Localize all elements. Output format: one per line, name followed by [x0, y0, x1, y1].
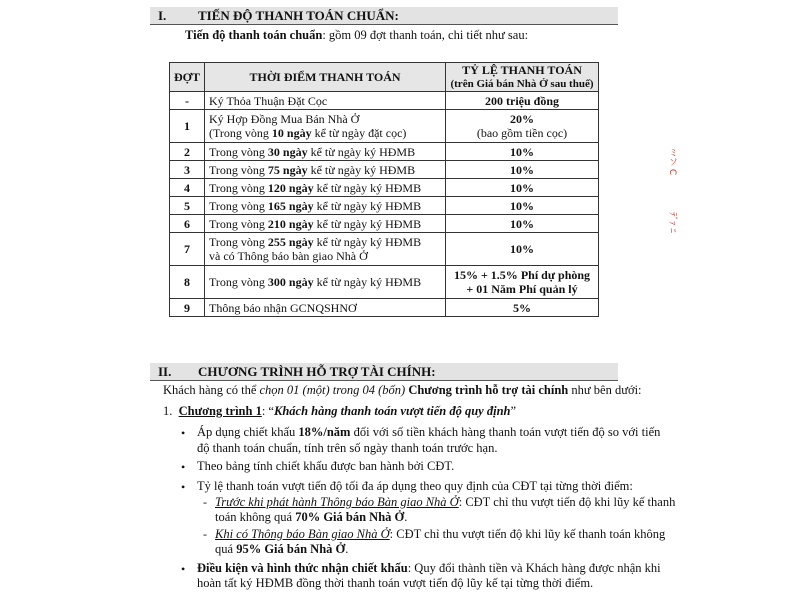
row-time [205, 197, 446, 215]
table-row [170, 92, 599, 110]
row-time-post: kể từ ngày ký HĐMB [313, 198, 422, 213]
program-1-close: ” [510, 404, 517, 418]
finance-intro-bold: Chương trình hỗ trợ tài chính [405, 383, 569, 397]
row-dot: 4 [170, 179, 205, 197]
row-time-post: kể từ ngày ký HĐMB [313, 216, 422, 231]
margin-annotation: ﾃﾞｧ ﾆ [667, 212, 677, 233]
table-row [170, 299, 599, 317]
row-time-bold: 30 ngày [267, 144, 308, 159]
row-dot: 5 [170, 197, 205, 215]
header-rate [446, 63, 599, 92]
section-2-number: II. [158, 364, 172, 379]
row-time-post: kể từ ngày ký HĐMB [307, 144, 416, 159]
row-rate: 200 triệu đồng [446, 92, 599, 110]
row-time-post: kể từ ngày ký HĐMB [313, 180, 422, 195]
section-1-header [150, 7, 618, 25]
dash-marker: - [203, 495, 207, 509]
row-dot: 8 [170, 266, 205, 299]
text-italic: Trước khi phát hành Thông báo Bàn giao Nhà Ở [215, 495, 459, 509]
row-time [205, 266, 446, 299]
row-time-pre: Trong vòng [209, 198, 268, 213]
row-time-post: kể từ ngày ký HĐMB [313, 235, 422, 249]
row-time [205, 143, 446, 161]
row-time-pre: Trong vòng [209, 180, 268, 195]
text-segment: . [404, 510, 408, 524]
table-row [170, 266, 599, 299]
row-time-bold: 165 ngày [267, 198, 314, 213]
text-bold: Điều kiện và hình thức nhận chiết khấu [197, 561, 408, 575]
bullet-icon: • [181, 426, 186, 440]
table-row [170, 161, 599, 179]
text-segment: toán không quá [215, 510, 296, 524]
table-row [170, 179, 599, 197]
row-time-pre: Trong vòng [209, 162, 268, 177]
program-1-colon: : “ [261, 404, 274, 418]
row-rate-rest: Phí quản lý [515, 282, 578, 296]
header-dot: ĐỢT [170, 63, 205, 92]
table-row [170, 215, 599, 233]
row-time-post: kể từ ngày ký HĐMB [307, 162, 416, 177]
row-rate-line2: (bao gồm tiền cọc) [476, 126, 568, 140]
row-rate: 10% [446, 143, 599, 161]
finance-intro-post: như bên dưới: [568, 383, 642, 397]
row-time-pre: Trong vòng [209, 235, 268, 249]
bullet-icon: • [181, 460, 186, 474]
finance-intro [163, 382, 642, 398]
header-rate-line2: (trên Giá bán Nhà Ở sau thuế) [450, 78, 594, 90]
bullet-1-line1 [197, 424, 660, 440]
row-rate: 10% [446, 179, 599, 197]
header-time: THỜI ĐIỂM THANH TOÁN [205, 63, 446, 92]
margin-annotation: ミソ C [667, 148, 677, 176]
header-rate-line1: TỶ LỆ THANH TOÁN [462, 63, 582, 77]
row-rate: 10% [446, 197, 599, 215]
schedule-intro [185, 27, 528, 43]
section-2-title: CHƯƠNG TRÌNH HỖ TRỢ TÀI CHÍNH: [198, 364, 436, 379]
dash-1-line2 [215, 509, 407, 525]
schedule-intro-rest: : gồm 09 đợt thanh toán, chi tiết như sau: [322, 28, 529, 42]
section-1-number: I. [158, 8, 167, 23]
row-rate-line2 [450, 282, 594, 296]
text-segment: . [345, 542, 349, 556]
text-bold: 95% Giá bán Nhà Ở [236, 542, 346, 556]
text-segment: đối với số tiền khách hàng thanh toán vượt tiến độ so với tiến [350, 425, 661, 439]
row-rate-bold: + 01 Năm [466, 282, 516, 296]
finance-intro-italic: chọn 01 (một) trong 04 (bốn) [259, 383, 406, 397]
table-row [170, 143, 599, 161]
program-1-title: Chương trình 1 [178, 404, 262, 418]
payment-schedule-table [169, 62, 599, 317]
row-rate [446, 110, 599, 143]
row-time-line2 [209, 126, 441, 140]
finance-intro-pre: Khách hàng có thể [163, 383, 260, 397]
text-segment: : Quy đổi thành tiền và Khách hàng được nhận khi [407, 561, 661, 575]
bullet-2: Theo bảng tính chiết khấu được ban hành bởi CĐT. [197, 459, 455, 473]
row-time-pre: (Trong vòng [209, 126, 272, 140]
table-row [170, 110, 599, 143]
row-dot: 2 [170, 143, 205, 161]
row-time-bold: 300 ngày [267, 275, 314, 289]
row-dot: 9 [170, 299, 205, 317]
row-rate-line1: 20% [510, 112, 534, 126]
dash-2-line2 [215, 541, 348, 557]
row-time-bold: 75 ngày [267, 162, 308, 177]
bullet-1-line2: độ thanh toán chuẩn, tính trên số ngày thanh toán trước hạn. [197, 441, 498, 455]
row-rate: 10% [446, 233, 599, 266]
row-time-bold: 10 ngày [271, 126, 312, 140]
row-time-bold: 255 ngày [267, 235, 314, 249]
row-dot: 3 [170, 161, 205, 179]
row-time [205, 233, 446, 266]
row-time-post: kể từ ngày ký HĐMB [313, 275, 422, 289]
row-rate-line1 [450, 268, 594, 282]
table-header-row [170, 63, 599, 92]
program-1-heading [163, 403, 516, 419]
row-time-line2: và có Thông báo bàn giao Nhà Ở [209, 249, 368, 263]
dash-marker: - [203, 527, 207, 541]
row-time-pre: Trong vòng [209, 216, 268, 231]
row-dot: 1 [170, 110, 205, 143]
text-segment: Áp dụng chiết khấu [197, 425, 299, 439]
row-time-bold: 120 ngày [267, 180, 314, 195]
row-time-line1: Ký Hợp Đồng Mua Bán Nhà Ở [209, 112, 360, 126]
row-rate: 10% [446, 161, 599, 179]
row-dot: 6 [170, 215, 205, 233]
row-rate-bold: 15% + 1.5% [453, 268, 518, 282]
bullet-4-line1 [197, 560, 661, 576]
row-rate: 5% [446, 299, 599, 317]
section-1-title: TIẾN ĐỘ THANH TOÁN CHUẨN: [198, 8, 399, 23]
dash-1-line1 [215, 494, 675, 510]
bullet-4-line2: hoàn tất ký HĐMB đồng thời thanh toán vượt tiến độ lũy kế tại từng thời điểm. [197, 576, 594, 590]
row-time-line1 [209, 235, 441, 249]
bullet-icon: • [181, 562, 186, 576]
program-1-number: 1. [163, 404, 173, 418]
row-time [205, 161, 446, 179]
row-dot: 7 [170, 233, 205, 266]
row-time [205, 110, 446, 143]
row-dot: - [170, 92, 205, 110]
row-rate [446, 266, 599, 299]
dash-2-line1 [215, 526, 665, 542]
row-time-bold: 210 ngày [267, 216, 314, 231]
text-bold: 18%/năm [298, 425, 351, 439]
row-time: Thông báo nhận GCNQSHNƠ [205, 299, 446, 317]
text-italic: Khi có Thông báo Bàn giao Nhà Ở [215, 527, 390, 541]
row-time [205, 179, 446, 197]
text-bold: 70% Giá bán Nhà Ở [295, 510, 405, 524]
row-time: Ký Thỏa Thuận Đặt Cọc [205, 92, 446, 110]
row-time-post: kể từ ngày đặt cọc) [311, 126, 407, 140]
text-segment: quá [215, 542, 237, 556]
bullet-icon: • [181, 480, 186, 494]
row-rate-rest: Phí dự phòng [517, 268, 591, 282]
row-time-pre: Trong vòng [209, 144, 268, 159]
row-time-pre: Trong vòng [209, 275, 268, 289]
text-segment: : CĐT chỉ thu vượt tiến độ khi lũy kế thanh toán không [389, 527, 666, 541]
row-rate: 10% [446, 215, 599, 233]
schedule-intro-bold: Tiến độ thanh toán chuẩn [185, 28, 323, 42]
table-row [170, 233, 599, 266]
program-1-quote: Khách hàng thanh toán vượt tiến độ quy định [273, 404, 511, 418]
text-segment: : CĐT chỉ thu vượt tiến độ khi lũy kế thanh [458, 495, 676, 509]
section-2-header [150, 363, 618, 381]
table-row [170, 197, 599, 215]
row-time [205, 215, 446, 233]
bullet-3: Tỷ lệ thanh toán vượt tiến độ tối đa áp dụng theo quy định của CĐT tại từng thời điểm: [197, 479, 633, 493]
